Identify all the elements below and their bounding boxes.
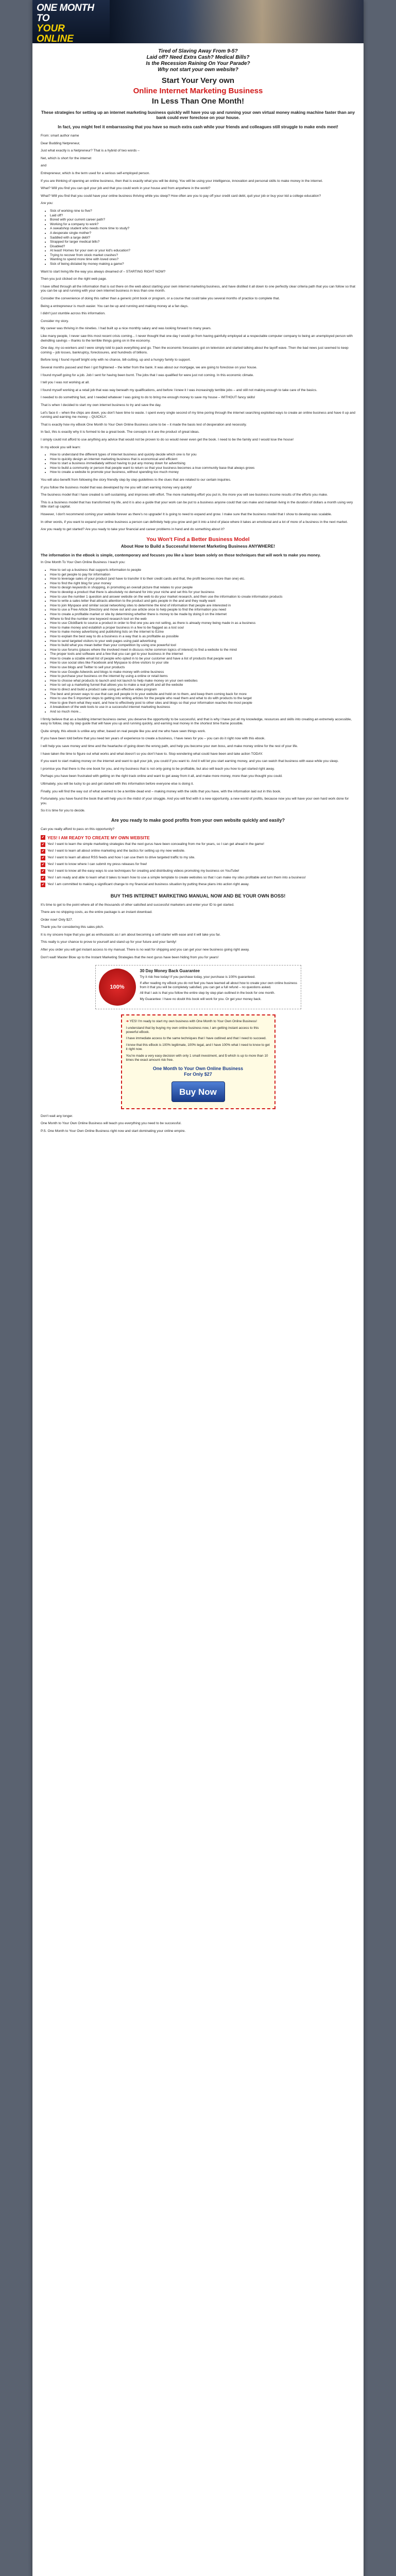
guarantee-line: If after reading my eBook you do not feel you have learned all about how to create your own online business from it that you will be completely satisfied, you can get a full refund – no questions asked. xyxy=(140,981,298,990)
logo: ONE MONTH TO YOUR ONLINE BUSINESS xyxy=(37,3,94,55)
checkmark-icon: ✔ xyxy=(41,869,45,873)
postscript: P.S. One Month to Your Own Online Business right now and start dominating your online empire. xyxy=(41,1129,186,1133)
order-box xyxy=(121,1014,276,1109)
paragraph: If you are thinking of opening an online business, then that is exactly what you will be doing. You will be using your intelligence, innovation and personal skills to make money in the internet. xyxy=(41,179,323,183)
list-item: • How to use a Free Article Directory and move out and use article once to help people to find the information you need xyxy=(50,608,355,613)
list-item: • Sick of being dictated by money making a game? xyxy=(50,262,355,267)
paragraph: Ultimately, you will be lucky to go and get started with this information before everyone else is doing it. xyxy=(41,782,194,786)
paragraph: Fortunately, you have found the book that will help you in the midst of your struggle. And you will find with it a new opportunity, a new world of profits, because now you will have your own hard work done for you. xyxy=(41,797,349,805)
paragraph: I needed to do something fast, and I needed whatever I was going to do to bring me enough money to save my house – WITHOUT fancy skills! xyxy=(41,396,255,400)
list-item: • How to explain the best way to do a business in a way that is as profitable as possible xyxy=(50,635,355,639)
order-line: I understand that by buying my own online business now, I am getting instant access to this powerful eBook. xyxy=(126,1026,259,1035)
paragraph: One day, my co-workers and I were simply told to pack everything and go. Then the economic forecasters got on television and started talking about the layoff wave. Then the bad news just seemed to keep coming – job losses, bankruptcy, foreclosures, and hundreds of billions. xyxy=(41,346,349,354)
yes-item: ✔ Yes! I want to know all the easy ways to use techniques for creating and distributing videos promoting my business on YouTube! xyxy=(41,869,239,873)
paragraph: It's time to get to the point where all of the thousands of other satisfied and successful marketers and enter your ID to get started. xyxy=(41,903,234,907)
paragraph: Net, which is short for the internet xyxy=(41,156,92,160)
list-item: • At least! Homes for your own or your kid's education? xyxy=(50,249,355,253)
paragraph: You will also benefit from following the story friendly step by step guidelines to the clues that are related to our certain inquiries. xyxy=(41,478,231,482)
section-subheading: About How to Build a Successful Internet Marketing Business ANYWHERE! xyxy=(120,543,276,549)
cta-price: For Only $27 xyxy=(184,1071,212,1077)
list-item: • How to create a sizable email list of people who opted in to be your customer and have a list of products that people want xyxy=(50,657,355,662)
list-item: • How to create a website to promote your business, without spending too much money xyxy=(50,470,355,475)
paragraph: After you order you will get instant access to my manual. There is no wait for shipping and you can get your new business going right away. xyxy=(41,948,250,952)
paragraph: So it is time for you to decide. xyxy=(41,809,85,813)
list-item: • Bored with your current career path? xyxy=(50,218,355,223)
paragraph: Perhaps you have been frustrated with getting on the right track online and want to get away from it all, and make more money, more than you thought you could. xyxy=(41,774,283,778)
list-item: • How to purchase your business on the internet by using a online or retail items xyxy=(50,674,355,679)
list-item: • A breakdown of the web tools to use in a successful internet marketing business xyxy=(50,705,355,710)
list-item: • How to use ClickBank to source a product in order to find one you are not selling, as there is already money being made in as a business xyxy=(50,621,355,626)
list-item: • How to create a profitable market or site by determining whether there is money to be made by doing it on the internet xyxy=(50,613,355,617)
list-item: • How to build what you mean better than your competition by using one powerful tool xyxy=(50,643,355,648)
main-title: Online Internet Marketing Business xyxy=(133,87,263,95)
list-item: • How to use forums (places where the involved meet in discuss niche common topics of interest) to find a website to the mind xyxy=(50,648,355,653)
header-photo xyxy=(110,0,364,43)
paragraph: Consider my story. xyxy=(41,319,69,323)
guarantee-box xyxy=(95,965,301,1009)
paragraph: Several months passed and then I got frightened – the letter from the bank. It was about our mortgage, we are going to foreclose on your house. xyxy=(41,365,257,369)
paragraph: Don't wait! Master Blow up to the Instant Marketing Strategies that the next gurus have been hiding from you for years! xyxy=(41,955,219,959)
paragraph: If you follow the business model that was developed by me you will start earning money very quickly! xyxy=(41,485,192,489)
paragraph: Before long I found myself bright only with no chance, bill-cutting, up and a hungry family to support. xyxy=(41,358,191,362)
list-item: • How to find the right blog for your money xyxy=(50,582,355,586)
paragraph: Want to start living life the way you always dreamed of – STARTING RIGHT NOW? xyxy=(41,269,166,274)
list-item: • How to use social sites like Facebook and Myspace to drive visitors to your site xyxy=(50,661,355,666)
paragraph: Being a entrepreneur is much easier. You can be up and running and making money at a fan days. xyxy=(41,304,189,308)
list-item: • How to choose what products to launch and not launch to help make money on your own websites xyxy=(50,679,355,684)
list-item: • The best and proven ways to use that can pull people in to your website and hold on to them, and keep them coming back for more xyxy=(50,692,355,697)
paragraph: There are no shipping costs, as the entire package is an instant download. xyxy=(41,910,152,914)
paragraph: and xyxy=(41,164,47,168)
yes-item: ✔ Yes! I want to learn all about RSS feeds and how I can use them to drive targeted traffic to my site. xyxy=(41,855,195,860)
ready-heading: Are you ready to make good profits from your own website quickly and easily? xyxy=(111,817,285,823)
paragraph: That is when I decided to start my own internet business to try and save the day. xyxy=(41,403,162,407)
list-item: • How to leverage sales of your product (and have to transfer it to their credit cards and that, the profit becomes more than one) etc. xyxy=(50,577,355,582)
list-item: • How to write a sales letter that attracts attention to the product and gets people in the and and they really want xyxy=(50,599,355,604)
from-line: From: smart author name xyxy=(41,134,79,138)
guarantee-title: 30 Day Money Back Guarantee xyxy=(140,969,200,974)
order-line: I know that this eBook is 100% legitimate, 100% legal, and I have 100% what I need to know to get it right now. xyxy=(126,1043,270,1052)
start-title: Start Your Very own xyxy=(161,76,235,85)
paragraph: I found myself going for a job. Job I sent for having been burnt. The jobs that I was qualified for were just not coming. In this economic climate. xyxy=(41,373,254,377)
list-item: • How to use the number 1 question and answer website on the web to do your market research, and then use the information to create information products xyxy=(50,595,355,600)
header-banner xyxy=(32,0,364,55)
checkmark-icon: ✔ xyxy=(41,835,45,839)
paragraph: Don't wait any longer. xyxy=(41,1114,73,1118)
sales-page xyxy=(32,0,364,2576)
list-item: • How to understand the different types of internet business and quickly decide which one is for you xyxy=(50,453,355,457)
list-item: • How to make money and establish a proper business in a few to be flagged as a lost soul xyxy=(50,626,355,631)
paragraph: I didn't just stumble across this information. xyxy=(41,312,106,316)
list-item: • How to build a community or person that people want to return so that your business becomes a true community base that always grows xyxy=(50,466,355,471)
list-item: • How to quickly design an internet marketing business that is economical and efficient xyxy=(50,457,355,462)
paragraph: However, I don't recommend coming your website forever as there's no upgrade! It is going to need to expand and grow. I make sure that the business model that I show to develop was scalable. xyxy=(41,513,332,517)
paragraph: The business model that I have created is self-sustaining, and improves with effort. The more marketing effort you put in, the more you will see business income results of the efforts you make. xyxy=(41,493,328,497)
lead-bold-2: In fact, you might feel it embarrassing that you have so much extra cash while your friends and colleagues still struggle to make ends meet! xyxy=(58,125,338,129)
bullet-list-teach xyxy=(50,568,355,715)
list-item: • And so much more... xyxy=(50,710,355,715)
paragraph: I firmly believe that as a budding internet business owner, you deserve the opportunity to be successful, and that is why I have put all my knowledge, resources and skills into creating an extremely accessible, easy to follow, step by step guide that will have you up and running quickly, and earning real money in the shortest time frame possible. xyxy=(41,717,352,726)
paragraph: If you have been told before that you need ten years of experience to create a business, I have news for you – you can do it right now with this ebook. xyxy=(41,737,266,741)
paragraph: I tell you I was not working at all. xyxy=(41,381,90,385)
yes-checklist xyxy=(41,835,355,887)
paragraph: Consider the convenience of doing this rather than a generic print book or program, or a course that could take you several months of practice to complete that. xyxy=(41,297,280,301)
paragraph: In my ebook you will learn: xyxy=(41,445,81,449)
checkmark-icon: ✔ xyxy=(41,862,45,867)
paragraph: Are you ready to get started? Are you ready to take your financial and career problems in hand and do something about it? xyxy=(41,528,225,532)
paragraph: Let's face it – when the chips are down, you don't have time to waste. I spent every single second of my time poring through the internet searching exploited ways to create an online business and have it up and running and earning me money – QUICKLY. xyxy=(41,411,355,419)
paragraph: Quite simply, this ebook is unlike any other, based on real people like you and me who have seen things work. xyxy=(41,729,206,733)
paragraph: I promise you that there is the one book for you, and my business that is not only going to be profitable, but also will teach you how to get started right away. xyxy=(41,767,275,771)
paragraph: If you want to start making money on the internet and want to quit your job, you could if you want to. And it will let you start earning money, and you can watch that business with ease while you sleep. xyxy=(41,759,339,764)
cta-title: One Month to Your Own Online Business xyxy=(152,1065,244,1071)
checkmark-icon: ✔ xyxy=(41,856,45,860)
list-item: • How to get people to pay for information xyxy=(50,573,355,578)
salutation: Dear Budding Netpreneur, xyxy=(41,141,80,145)
guarantee-line: My Guarantee: I have no doubt this book will work for you. Or get your money back. xyxy=(140,997,262,1001)
lead-bold: These strategies for setting up an internet marketing business quickly will have you up and running your own virtual money making machine faster than any bank could ever foreclose on your house. xyxy=(41,110,355,120)
yes-item: ✔ Yes! I am ready and able to learn what it takes to learn how to use a simple template to create websites so that I can make my sites profitable and turn them into a business! xyxy=(41,875,306,880)
list-item: • A desperate single mother? xyxy=(50,231,355,236)
list-item: • Saddled with a large debt? xyxy=(50,236,355,241)
checkmark-icon: ✔ xyxy=(41,876,45,880)
paragraph: I simply could not afford to use anything any advice that would not be proven to do so would never even get the book. I need to be the family and I would lose the house! xyxy=(41,437,294,442)
yes-item: ✔ Yes! I want to learn all about online marketing and the tactics for setting up my new website. xyxy=(41,849,185,853)
checkmark-icon: ✔ xyxy=(41,842,45,846)
paragraph: Entrepreneur, which is the term used for a serious self-employed person. xyxy=(41,171,150,175)
buy-now-button[interactable]: Buy Now xyxy=(171,1081,225,1102)
paragraph: That is exactly how my eBook One Month to Your Own Online Business came to be – it made the basis test of desperation and necessity. xyxy=(41,422,247,427)
list-item: • Sick of working nine to five? xyxy=(50,209,355,214)
paragraph: Thank you for considering this sales pitch. xyxy=(41,925,104,929)
paragraph: I have sifted through all the information that is out there on the web about starting your own internet marketing business, and have distilled it all down to one perfectly clear criteria path that you can follow so that you can be up and running with your own internet business in less than one month. xyxy=(41,284,356,293)
paragraph: Are you: xyxy=(41,201,54,206)
paragraph: It is my sincere hope that you get as enthusiastic as I am about becoming a self-starter with ease and it will take you far. xyxy=(41,933,221,937)
sub-title: In Less Than One Month! xyxy=(151,97,245,106)
buy-heading: BUY THIS INTERNET MARKETING MANUAL NOW AND BE YOUR OWN BOSS! xyxy=(110,893,286,899)
paragraph: Finally, you will find the way out of what seemed to be a terrible dead end – making money with the skills that you have, with the information laid out in this book. xyxy=(41,789,281,793)
list-item: • Disabled? xyxy=(50,245,355,249)
list-item: • How to join Myspace and similar social networking sites to determine the kind of information that people are interested in xyxy=(50,604,355,608)
paragraph: I will help you save money and time and the heartache of going down the wrong path, and help you become your own boss, and make money online for the rest of your life. xyxy=(41,744,298,748)
bullet-list-are-you xyxy=(50,209,355,267)
guarantee-line: Try it risk free today! If you purchase today, your purchase is 100% guaranteed. xyxy=(140,975,255,979)
headline-questions: Tired of Slaving Away From 9-5? Laid off? Need Extra Cash? Medical Bills? Is the Recession Raining On Your Parade? Why not start your own website? xyxy=(146,48,250,73)
list-item: • The proper tools and software and a few that you can get to your business in the internet xyxy=(50,652,355,657)
checkmark-icon: ✔ xyxy=(41,849,45,853)
list-item: • How to design keywords in shopping, in promoting an overall picture that relates to your people xyxy=(50,586,355,590)
paragraph: Like many people, I never saw this most recent crisis coming... I never thought that one day I would go from having gainfully employed at a respectable computer company to being an unemployed person with dwindling savings – thanks to the terrible things going on in the economy. xyxy=(41,334,353,343)
paragraph: In One Month To Your Own Online Business I teach you: xyxy=(41,561,126,565)
list-item: • A sweatshop student who needs more time to study? xyxy=(50,227,355,231)
yes-item: ✔ Yes! I am committed to making a significant change to my financial and business situation by putting these plans into action right away. xyxy=(41,882,250,887)
info-bold: The information in the eBook is simple, contemporary and focuses you like a laser beam solely on those techniques that will work to make you money. xyxy=(41,552,321,557)
list-item: • How to start a business immediately without having to put any money down for advertising xyxy=(50,462,355,466)
paragraph: Order now! Only $27. xyxy=(41,918,73,922)
guarantee-line: All that I ask is that you follow the entire step by step plan outlined in the book for one month. xyxy=(140,991,276,995)
order-line: ➜ YES! I'm ready to start my own business with One Month to Your Own Online Business! xyxy=(126,1020,257,1024)
paragraph: I found myself working at a retail job that was way beneath my qualifications, and before I knew it I was increasingly terrible jobs – and still not making enough to take care of the basics. xyxy=(41,388,317,392)
paragraph: What? Will you find that you could have your online business thriving while you sleep? How often are you to pay off your credit card debt, quit your job or buy your kid a college education? xyxy=(41,194,321,198)
arrow-icon: ➜ xyxy=(126,1020,130,1024)
list-item: • How to use the 5 important steps to getting into writing articles for the people who read them and what to do with products to the target xyxy=(50,697,355,701)
list-item: • Laid off? xyxy=(50,214,355,218)
paragraph: This really is your chance to prove to yourself and stand up for your future and your family! xyxy=(41,940,177,944)
list-item: • Trying to recover from stock market crashes? xyxy=(50,253,355,258)
paragraph: My career was thriving in the nineties. I had built up a nice monthly salary and was looking forward to many years. xyxy=(41,327,212,331)
paragraph: In fact, this is exactly why it is formed to be a great book. The concepts in it are the product of great ideas. xyxy=(41,430,200,434)
bullet-list-learn xyxy=(50,453,355,475)
list-item: • How to direct and build a product sale using an effective video program xyxy=(50,688,355,692)
yes-item: ✔ Yes! I want to learn the simple marketing strategies that the next gurus have been concealing from me for years, so I can get ahead in the game! xyxy=(41,842,264,846)
paragraph: One Month to Your Own Online Business will teach you everything you need to be successful. xyxy=(41,1122,182,1126)
list-item: • How to set up a marketing funnel that allows you to make a real profit and all the website xyxy=(50,683,355,688)
list-item: • How to use blogs and Twitter to sell your products xyxy=(50,666,355,670)
list-item: • How to set up a business that supports information to people xyxy=(50,568,355,573)
paragraph: Just what exactly is a Netpreneur? That is a hybrid of two words – xyxy=(41,149,140,153)
paragraph: Can you really afford to pass on this opportunity? xyxy=(41,827,115,831)
order-line: You're made a very easy decision with only 1 small investment, and $ which is up to more than 10 times the exact amount risk free. xyxy=(126,1054,268,1062)
list-item: • How to develop a product that there is absolutely no demand for into your niche and set this for your business xyxy=(50,590,355,595)
list-item: • How to give them what they want, and how to effectively post to other sites and blogs so that your information reaches the most people xyxy=(50,701,355,706)
list-item: • How to send targeted visitors to your web pages using paid advertising xyxy=(50,639,355,644)
list-item: • How to use Google Adwords and blogs to make money with online business xyxy=(50,670,355,675)
paragraph: What? Will you find you can quit your job and that you could work in your house and from anywhere in the world? xyxy=(41,187,211,191)
paragraph: This is a business model that has transformed my life, and it is also a guide that your work can be put to a business anyone could that can make and maintain living in the duration of dollars a month using very little start up capital. xyxy=(41,500,353,509)
list-item: • Working for a company to work? xyxy=(50,223,355,227)
paragraph: I have taken the time to figure out what works and what doesn't so you don't have to. Stop wondering what could have been and take action TODAY. xyxy=(41,752,263,756)
paragraph: Then you just clicked on the right web page. xyxy=(41,277,107,281)
yes-item: ✔ Yes! I want to know where I can submit my press releases for free! xyxy=(41,862,147,867)
order-line: I have immediate access to the same techniques that I have outlined and that I need to succeed. xyxy=(126,1037,267,1041)
paragraph: In other words, if you want to expand your online business a person can definitely help you grow and get it into a kind of place where it takes an emotional and a lot of more of a business in the next market. xyxy=(41,520,348,524)
list-item: • Where to find the number one keyword research tool on the web xyxy=(50,617,355,622)
guarantee-seal-icon: 100% xyxy=(99,969,136,1006)
content xyxy=(32,43,364,1133)
list-item: • Wanting to spend more time with loved ones? xyxy=(50,258,355,262)
yes-item: ✔ YES! I AM READY TO CREATE MY OWN WEBSITE xyxy=(41,835,150,840)
list-item: • Strapped for larger medical bills? xyxy=(50,240,355,245)
checkmark-icon: ✔ xyxy=(41,883,45,887)
section-heading: You Won't Find a Better Business Model xyxy=(146,536,250,543)
list-item: • How to make money advertising and publishing lists on the internet to Ezine xyxy=(50,630,355,635)
